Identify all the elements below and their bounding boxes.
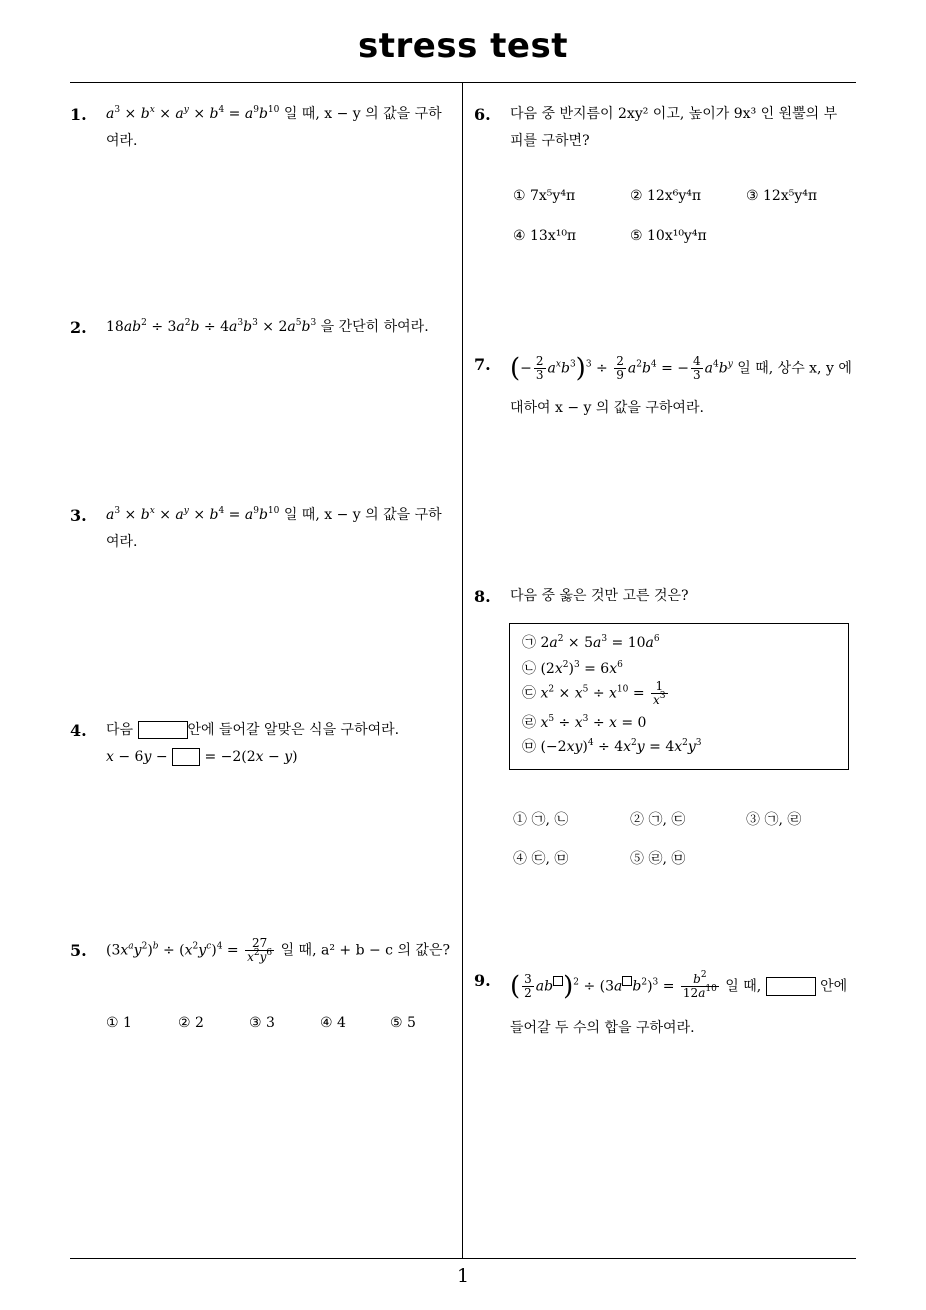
choice-1[interactable]: ① 1 — [106, 1015, 132, 1031]
question-number: 9. — [474, 971, 491, 990]
question-number: 3. — [70, 506, 87, 525]
question-text-line2: 들어갈 두 수의 합을 구하여라. — [510, 1020, 695, 1036]
statement-d: ㉣ $x^5 \div x^3 \div x = 0$ — [522, 714, 647, 731]
question-number: 8. — [474, 587, 491, 606]
statements-box — [509, 623, 849, 770]
answer-blank — [766, 977, 816, 996]
choice-1[interactable]: ① 7x⁵y⁴π — [513, 188, 576, 204]
question-text: (− $\frac{2}{3}$ $a^xb^3)^3$ ÷ $\frac{2}{9}$ $a^2b^4$ = − $\frac{4}{3}$ $a^4b^y$ 일 때, 상수 x, y 에 — [510, 353, 852, 384]
question-text: 다음 중 옳은 것만 고른 것은? — [510, 588, 689, 604]
question-number: 6. — [474, 105, 491, 124]
question-text: $(3x^ay^2)^b \div (x^2y^c)^4$ = $\frac{27}{x^2y^6}$ 일 때, a² + b − c 의 값은? — [106, 936, 450, 964]
answer-blank — [172, 748, 200, 766]
choice-5[interactable]: ⑤ 5 — [390, 1015, 416, 1031]
choice-1[interactable]: ① ㉠, ㉡ — [513, 812, 569, 828]
choice-2[interactable]: ② 2 — [178, 1015, 204, 1031]
statement-e: ㉤ $(-2xy)^4 \div 4x^2y = 4x^2y^3$ — [522, 738, 702, 755]
question-text: 다음 안에 들어갈 알맞은 식을 구하여라. x − 6y − = −2(2x − y) — [106, 722, 400, 765]
question-text: 다음 중 반지름이 2xy² 이고, 높이가 9x³ 인 원뿔의 부 피를 구하면? — [510, 106, 838, 149]
question-number: 5. — [70, 941, 87, 960]
choice-5[interactable]: ⑤ 10x¹⁰y⁴π — [630, 228, 707, 244]
choice-3[interactable]: ③ ㉠, ㉣ — [746, 812, 802, 828]
choice-5[interactable]: ⑤ ㉣, ㉤ — [630, 851, 686, 867]
bottom-rule — [70, 1258, 856, 1259]
page-number: 1 — [456, 1265, 470, 1287]
choice-3[interactable]: ③ 3 — [249, 1015, 275, 1031]
choice-3[interactable]: ③ 12x⁵y⁴π — [746, 188, 818, 204]
choice-2[interactable]: ② ㉠, ㉢ — [630, 812, 686, 828]
question-text: $a^3 \times b^x \times a^y \times b^4 = a^9b^{10}$ 일 때, x − y 의 값을 구하 여라. — [106, 105, 442, 149]
choice-4[interactable]: ④ 13x¹⁰π — [513, 228, 577, 244]
question-number: 1. — [70, 105, 87, 124]
page-title: stress test — [358, 26, 568, 66]
choice-4[interactable]: ④ 4 — [320, 1015, 346, 1031]
choice-4[interactable]: ④ ㉢, ㉤ — [513, 851, 569, 867]
fraction: $\frac{27}{x^2y^6}$ — [247, 936, 273, 964]
question-text: $a^3 \times b^x \times a^y \times b^4 = a^9b^{10}$ 일 때, x − y 의 값을 구하 여라. — [106, 506, 442, 550]
question-text: ( $\frac{3}{2}$ ab )$^2$ ÷ (3a $b^2)^3$ = $\frac{b^2}{12a^{10}}$ 일 때, 안에 — [510, 970, 848, 1002]
choice-2[interactable]: ② 12x⁶y⁴π — [630, 188, 702, 204]
question-number: 2. — [70, 318, 87, 337]
question-text: $18ab^2 \div 3a^2b \div 4a^3b^3 \times 2a^5b^3$ 을 간단히 하여라. — [106, 318, 429, 335]
question-text-line2: 대하여 x − y 의 값을 구하여라. — [510, 400, 704, 416]
statement-c: ㉢ $x^2 \times x^5 \div x^{10}$ = $\frac{1}{x^3}$ — [522, 679, 666, 707]
top-rule — [70, 82, 856, 83]
question-number: 4. — [70, 721, 87, 740]
question-number: 7. — [474, 355, 491, 374]
statement-b: ㉡ $(2x^2)^3 = 6x^6$ — [522, 660, 623, 677]
statement-a: ㉠ $2a^2 \times 5a^3 = 10a^6$ — [522, 634, 660, 651]
column-divider — [462, 83, 463, 1259]
answer-blank — [138, 721, 188, 739]
